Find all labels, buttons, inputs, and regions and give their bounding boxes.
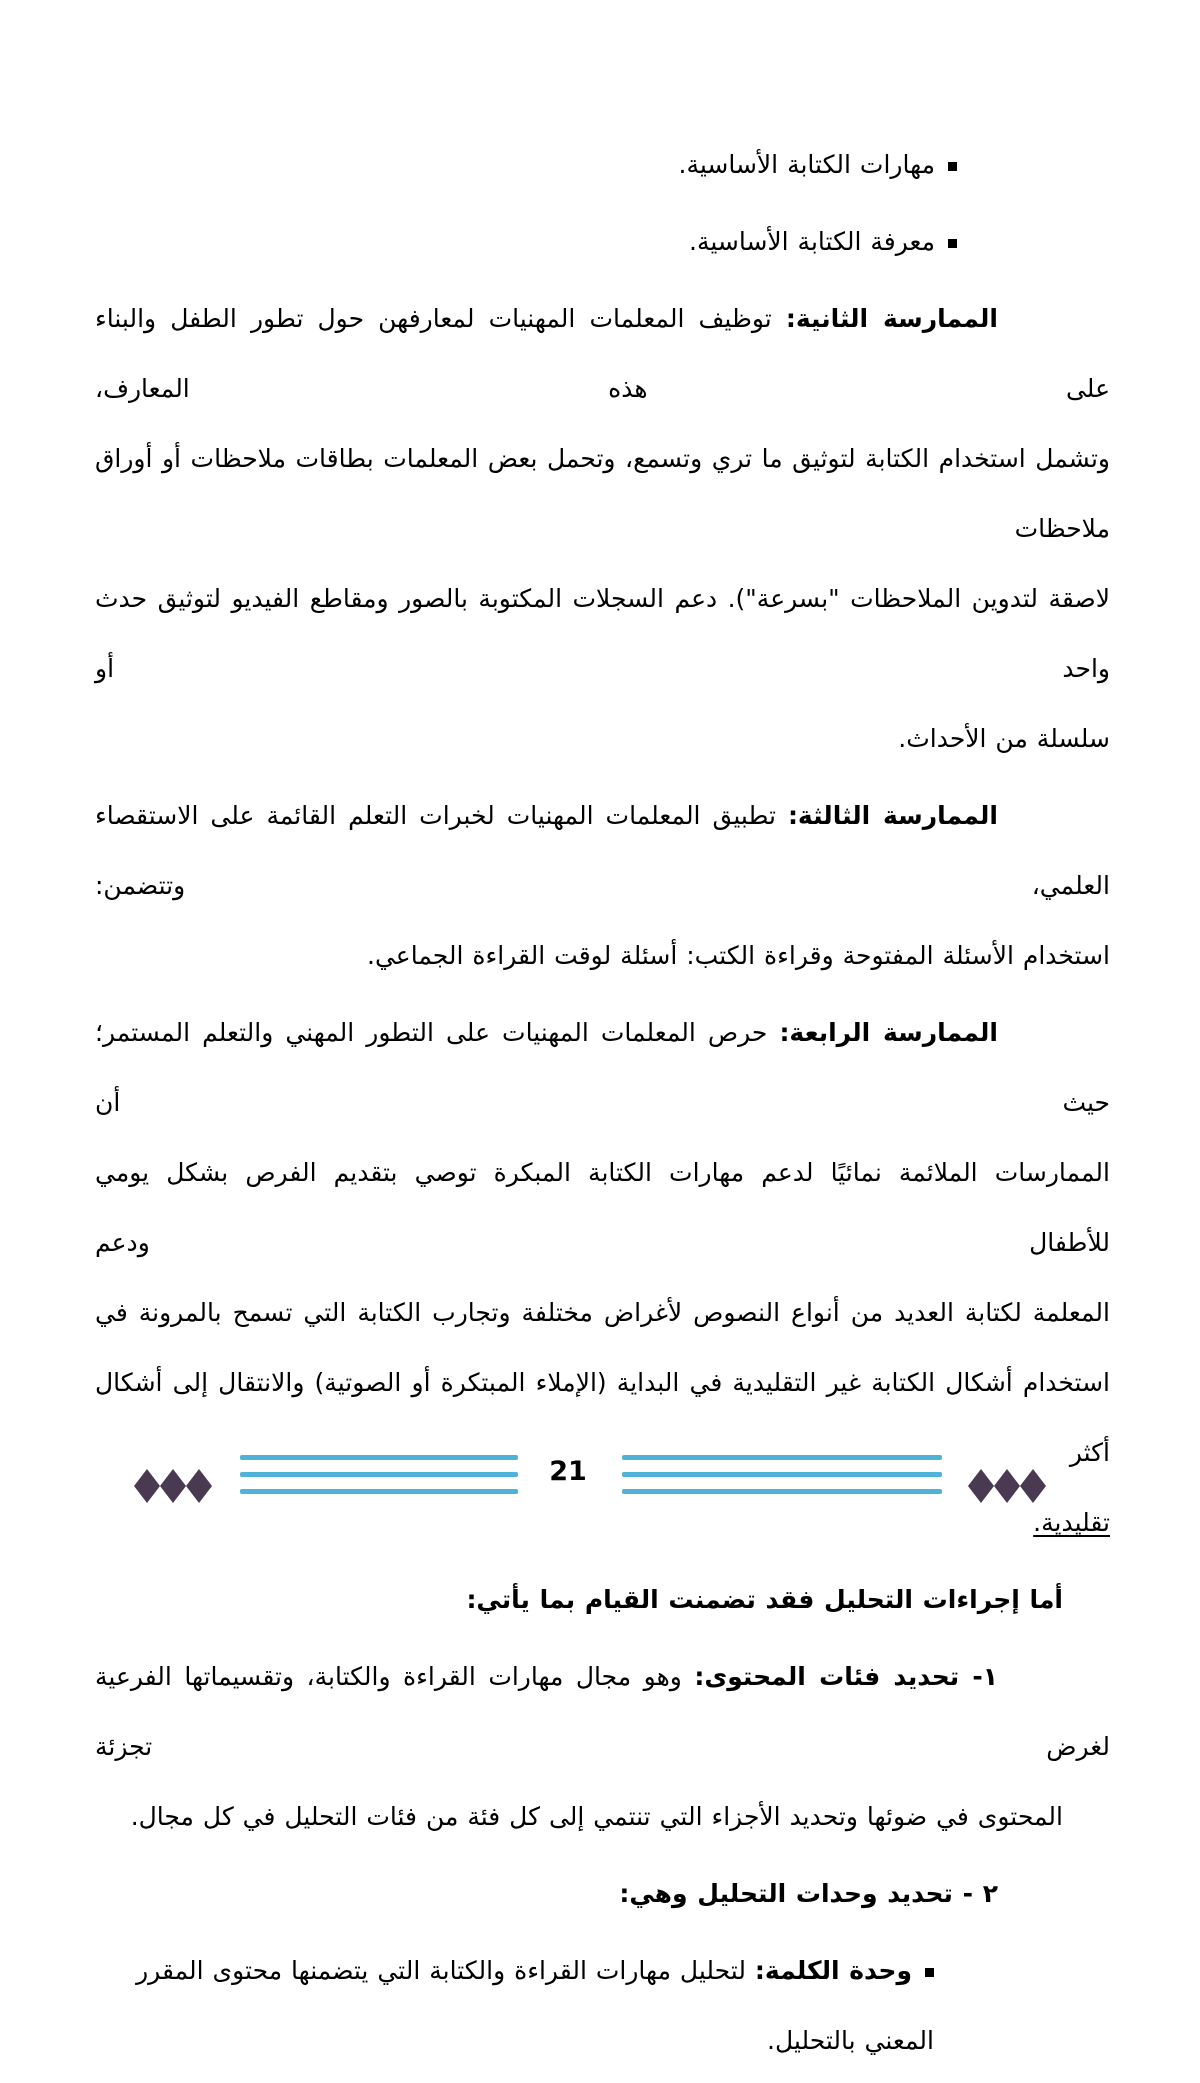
- divider-lines-left: [240, 1455, 518, 1506]
- bold-text-run: تحديد وحدات التحليل وهي:: [619, 1879, 953, 1908]
- text-line: [95, 704, 1110, 774]
- bullet-item: [95, 207, 1110, 277]
- text-line: [95, 1565, 1110, 1635]
- divider-lines-right: [622, 1455, 942, 1506]
- text-run: تطبيق المعلمات المهنيات لخبرات التعلم القائمة على الاستقصاء العلمي، وتتضمن:: [95, 801, 1110, 900]
- divider-line: [622, 1455, 942, 1460]
- text-run: المعلمة لكتابة العديد من أنواع النصوص لأغراض مختلفة وتجارب الكتابة التي تسمح بالمرونة في: [95, 1298, 1110, 1327]
- bold-text-run: أما إجراءات التحليل فقد تضمنت القيام بما يأتي:: [466, 1585, 1063, 1614]
- text-line: [95, 1278, 1110, 1348]
- diamonds-ornament-right-icon: [967, 1468, 1049, 1504]
- document-body: [95, 130, 1110, 2083]
- text-line: [95, 781, 1110, 921]
- text-run: لاصقة لتدوين الملاحظات "بسرعة"). دعم السجلات المكتوبة بالصور ومقاطع الفيديو لتوثيق حدث واحد أو: [95, 584, 1110, 683]
- section-heading: [95, 1565, 1110, 1635]
- text-line: [95, 130, 1110, 200]
- text-line: [95, 1138, 1110, 1278]
- bold-text-run: الممارسة الثانية:: [785, 304, 998, 333]
- bullet-item: [95, 130, 1110, 200]
- divider-line: [240, 1489, 518, 1494]
- diamonds-ornament-left-icon: [133, 1468, 215, 1504]
- text-run: الممارسات الملائمة نمائيًا لدعم مهارات الكتابة المبكرة توصي بتقديم الفرص بشكل يومي للأطفال ودعم: [95, 1158, 1110, 1257]
- text-run: استخدام الأسئلة المفتوحة وقراءة الكتب: أسئلة لوقت القراءة الجماعي.: [367, 941, 1110, 970]
- sub-bullet-item: [95, 1936, 1110, 2076]
- text-line: [95, 1859, 1110, 1929]
- text-run: وتشمل استخدام الكتابة لتوثيق ما تري وتسمع، وتحمل بعض المعلمات بطاقات ملاحظات أو أوراق ملاحظات: [95, 444, 1110, 543]
- bold-text-run: الممارسة الثالثة:: [787, 801, 999, 830]
- text-run: سلسلة من الأحداث.: [898, 724, 1110, 753]
- text-line: [95, 284, 1110, 424]
- paragraph: [95, 781, 1110, 991]
- text-run: المحتوى في ضوئها وتحديد الأجزاء التي تنتمي إلى كل فئة من فئات التحليل في كل مجال.: [130, 1802, 1063, 1831]
- text-run: استخدام أشكال الكتابة غير التقليدية في البداية (الإملاء المبتكرة أو الصوتية) والانتقال إلى أشكال أكثر: [95, 1368, 1110, 1467]
- text-line: [95, 207, 1110, 277]
- bullet-square-icon: [948, 162, 957, 171]
- bold-text-run: ١-: [959, 1662, 998, 1691]
- numbered-item: [95, 1859, 1110, 1929]
- text-run: توظيف المعلمات المهنيات لمعارفهن حول تطور الطفل والبناء على هذه المعارف،: [95, 304, 1110, 403]
- divider-line: [622, 1472, 942, 1477]
- text-run: معرفة الكتابة الأساسية.: [689, 227, 935, 256]
- text-line: [95, 1936, 1110, 2076]
- page-number: 21: [549, 1456, 587, 1487]
- text-run: وهو مجال مهارات القراءة والكتابة، وتقسيماتها الفرعية لغرض تجزئة: [95, 1662, 1110, 1761]
- text-run: مهارات الكتابة الأساسية.: [678, 150, 935, 179]
- text-run: حرص المعلمات المهنيات على التطور المهني والتعلم المستمر؛ حيث أن: [95, 1018, 1110, 1117]
- bullet-square-icon: [925, 1968, 934, 1977]
- bold-text-run: تحديد فئات المحتوى:: [694, 1662, 960, 1691]
- bold-text-run: ٢ -: [952, 1879, 998, 1908]
- text-line: [95, 1642, 1110, 1782]
- numbered-item: [95, 1642, 1110, 1852]
- bold-text-run: الممارسة الرابعة:: [779, 1018, 998, 1047]
- text-run: لتحليل مهارات القراءة والكتابة التي يتضمنها محتوى المقرر المعني بالتحليل.: [136, 1956, 934, 2055]
- bold-text-run: وحدة الكلمة:: [754, 1956, 912, 1985]
- text-line: [95, 998, 1110, 1138]
- divider-line: [622, 1489, 942, 1494]
- bullet-square-icon: [948, 239, 957, 248]
- text-line: [95, 424, 1110, 564]
- text-line: [95, 1782, 1110, 1852]
- divider-line: [240, 1455, 518, 1460]
- divider-line: [240, 1472, 518, 1477]
- text-line: [95, 921, 1110, 991]
- text-run: تقليدية.: [1033, 1508, 1110, 1537]
- footer: [0, 1452, 1200, 1522]
- text-line: [95, 564, 1110, 704]
- paragraph: [95, 284, 1110, 774]
